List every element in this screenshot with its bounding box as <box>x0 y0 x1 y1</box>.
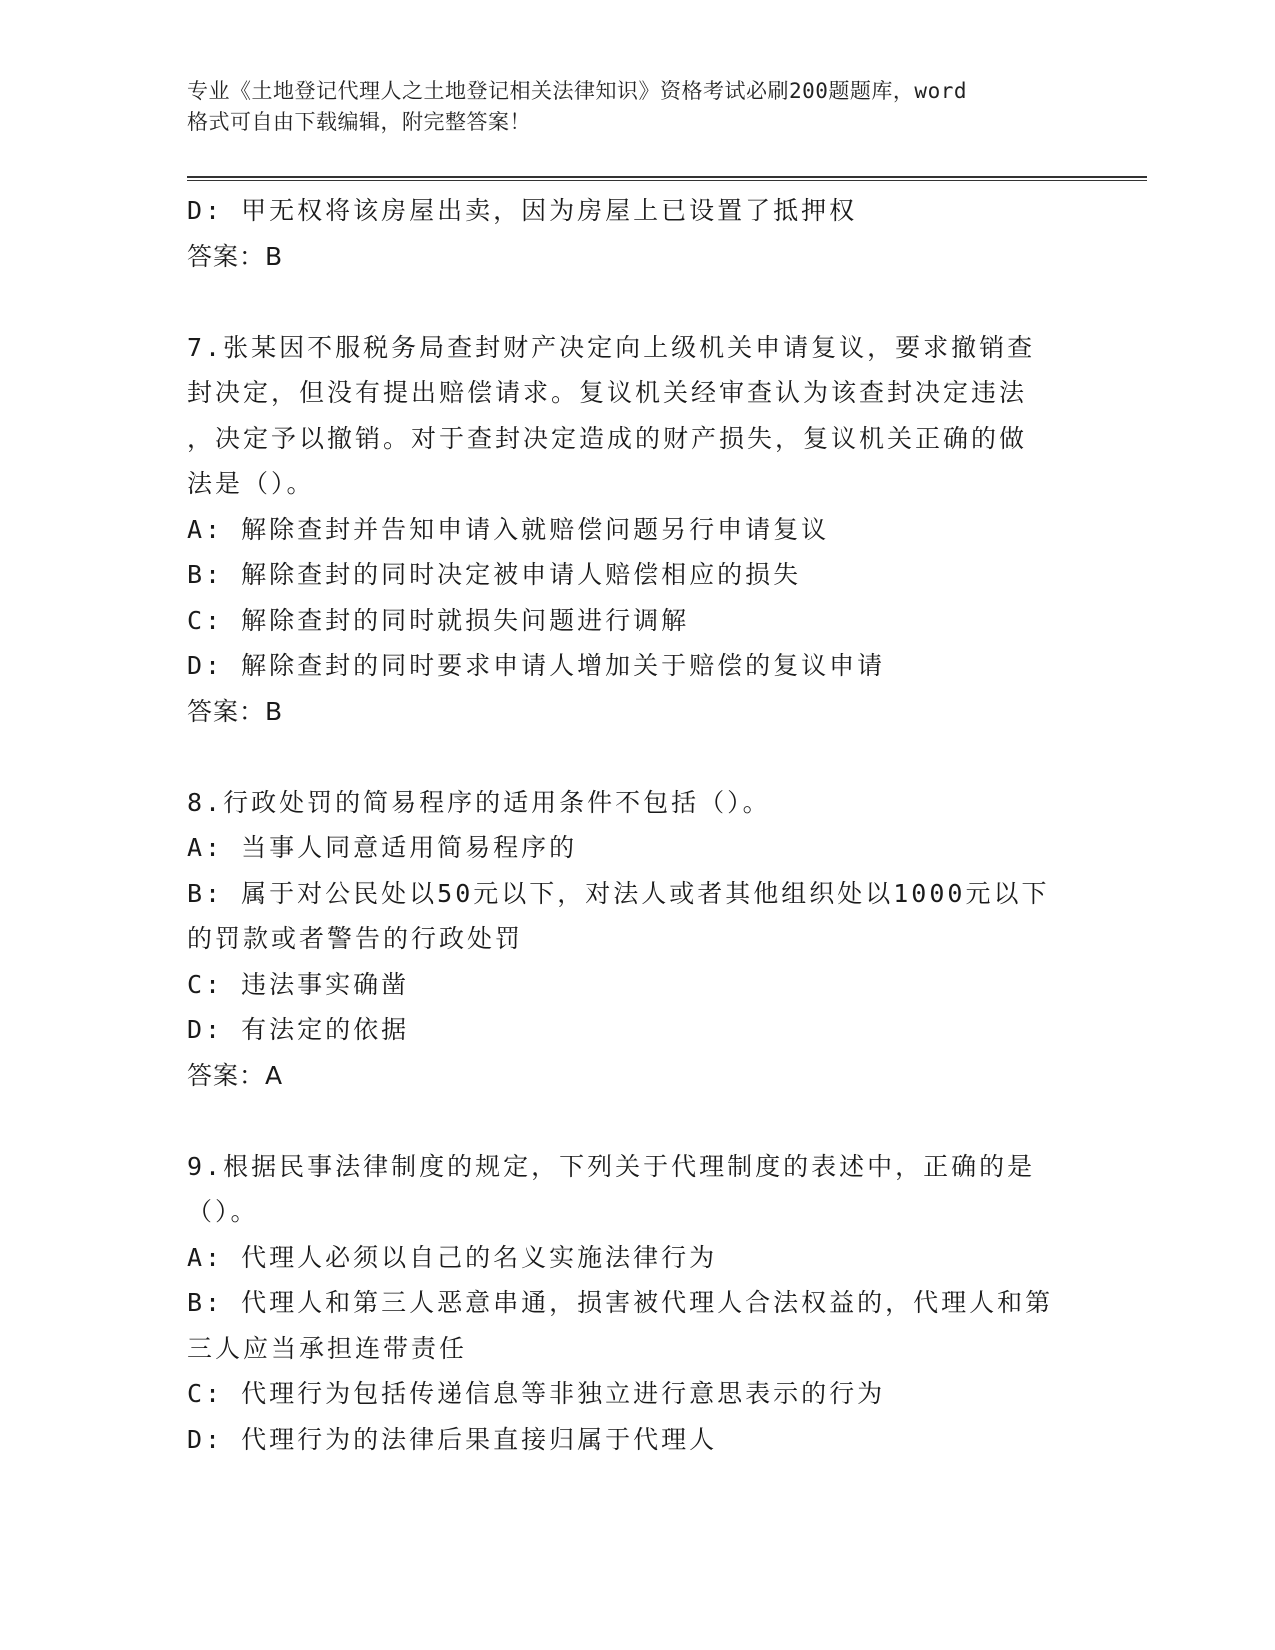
question-7-answer: 答案：B <box>187 696 284 726</box>
question-7-stem-line: ，决定予以撤销。对于查封决定造成的财产损失，复议机关正确的做 <box>187 423 1028 453</box>
question-9 <box>187 1144 1087 1463</box>
question-8-answer: 答案：A <box>187 1060 284 1090</box>
previous-option-d: D: 甲无权将该房屋出卖，因为房屋上已设置了抵押权 <box>187 196 858 225</box>
question-8 <box>187 780 1087 1099</box>
header-title-line-1: 专业《土地登记代理人之土地登记相关法律知识》资格考试必刷200题题库，word <box>187 79 967 103</box>
question-7-stem-line: 法是（）。 <box>187 469 315 498</box>
document-header <box>187 76 1087 138</box>
spacer <box>187 734 1087 780</box>
question-8-option-b-line-2: 的罚款或者警告的行政处罚 <box>187 924 524 953</box>
question-9-option-c: C: 代理行为包括传递信息等非独立进行意思表示的行为 <box>187 1379 886 1408</box>
header-divider <box>187 176 1147 181</box>
question-7-option-b: B: 解除查封的同时决定被申请人赔偿相应的损失 <box>187 560 802 589</box>
spacer <box>187 279 1087 325</box>
question-7-stem-line: 封决定，但没有提出赔偿请求。复议机关经审查认为该查封决定违法 <box>187 378 1028 407</box>
question-9-option-d: D: 代理行为的法律后果直接归属于代理人 <box>187 1424 718 1454</box>
question-8-option-a: A: 当事人同意适用简易程序的 <box>187 833 578 862</box>
question-8-option-b-line-1: B: 属于对公民处以50元以下，对法人或者其他组织处以1000元以下 <box>187 878 1050 908</box>
question-9-stem-line-2: （）。 <box>187 1197 259 1226</box>
question-8-stem: 8.行政处罚的简易程序的适用条件不包括（）。 <box>187 787 771 817</box>
spacer <box>187 1098 1087 1144</box>
question-7-stem-line: 7.张某因不服税务局查封财产决定向上级机关申请复议，要求撤销查 <box>187 332 1036 362</box>
question-9-stem-line-1: 9.根据民事法律制度的规定，下列关于代理制度的表述中，正确的是 <box>187 1151 1036 1181</box>
question-9-option-b-line-1: B: 代理人和第三人恶意串通，损害被代理人合法权益的，代理人和第 <box>187 1288 1054 1317</box>
question-8-option-d: D: 有法定的依据 <box>187 1015 410 1044</box>
question-7-option-c: C: 解除查封的同时就损失问题进行调解 <box>187 605 690 635</box>
question-7 <box>187 325 1087 735</box>
previous-answer: 答案：B <box>187 241 284 271</box>
header-title-line-2: 格式可自由下载编辑，附完整答案！ <box>187 110 531 134</box>
question-9-option-a: A: 代理人必须以自己的名义实施法律行为 <box>187 1242 718 1272</box>
question-7-option-d: D: 解除查封的同时要求申请人增加关于赔偿的复议申请 <box>187 651 886 680</box>
question-7-option-a: A: 解除查封并告知申请入就赔偿问题另行申请复议 <box>187 514 830 544</box>
question-9-option-b-line-2: 三人应当承担连带责任 <box>187 1333 468 1363</box>
question-content <box>187 188 1087 1462</box>
question-8-option-c: C: 违法事实确凿 <box>187 969 410 999</box>
